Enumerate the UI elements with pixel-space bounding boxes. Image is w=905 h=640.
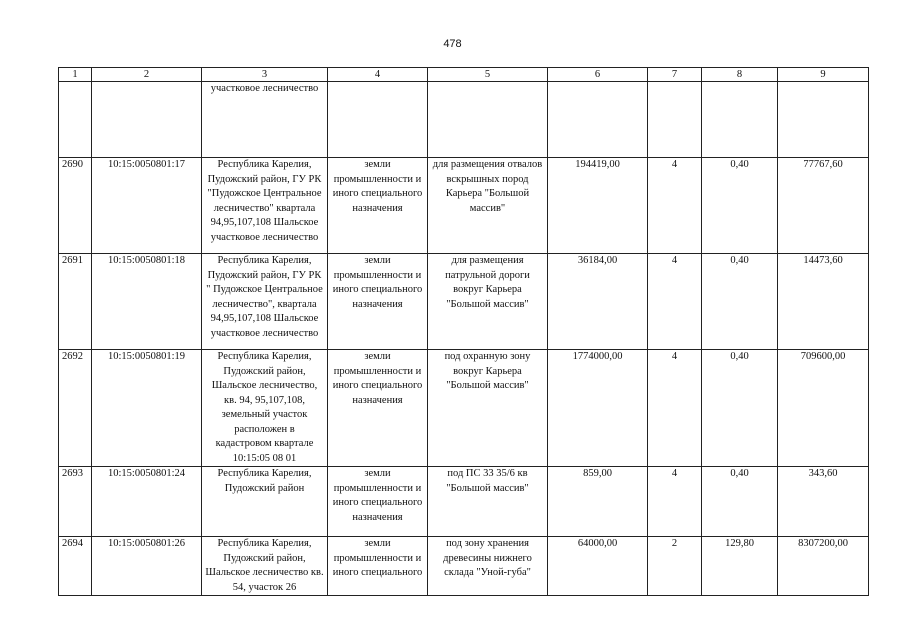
continuation-row	[59, 82, 869, 158]
cadastral-number-cell: 10:15:0050801:17	[92, 158, 202, 254]
header-cell: 9	[778, 68, 869, 82]
table-cell: 129,80	[702, 537, 778, 596]
address-cell: Республика Карелия, Пудожский район	[202, 467, 328, 537]
header-cell: 7	[648, 68, 702, 82]
land-plots-table	[58, 67, 869, 596]
purpose-cell: для размещения патрульной дороги вокруг Карьера "Большой массив"	[428, 254, 548, 350]
table-cell: 4	[648, 350, 702, 467]
purpose-cell: для размещения отвалов вскрышных пород Карьера "Большой массив"	[428, 158, 548, 254]
table-row	[59, 158, 869, 254]
cadastral-number-cell: 10:15:0050801:24	[92, 467, 202, 537]
table-cell	[59, 82, 92, 158]
header-cell: 8	[702, 68, 778, 82]
table-cell: 4	[648, 158, 702, 254]
header-cell: 6	[548, 68, 648, 82]
land-category-cell: земли промышленности и иного специального назначения	[328, 467, 428, 537]
table-cell	[648, 82, 702, 158]
address-cell: Республика Карелия, Пудожский район, ГУ РК "Пудожское Центральное лесничество" квартала 94,95,107,108 Шальское участковое лесничество	[202, 158, 328, 254]
table-cell: 0,40	[702, 467, 778, 537]
cadastral-number-cell: 10:15:0050801:26	[92, 537, 202, 596]
table-cell	[328, 82, 428, 158]
row-number-cell: 2691	[59, 254, 92, 350]
row-number-cell: 2690	[59, 158, 92, 254]
table-cell: 0,40	[702, 350, 778, 467]
area-cell: 36184,00	[548, 254, 648, 350]
header-cell: 5	[428, 68, 548, 82]
area-cell: 859,00	[548, 467, 648, 537]
area-cell: 64000,00	[548, 537, 648, 596]
table-cell	[92, 82, 202, 158]
cadastral-number-cell: 10:15:0050801:18	[92, 254, 202, 350]
purpose-cell: под охранную зону вокруг Карьера "Большой массив"	[428, 350, 548, 467]
address-cell: участковое лесничество	[202, 82, 328, 158]
table-cell: 77767,60	[778, 158, 869, 254]
header-cell: 3	[202, 68, 328, 82]
table-cell: 343,60	[778, 467, 869, 537]
table-cell: 8307200,00	[778, 537, 869, 596]
table-cell: 4	[648, 467, 702, 537]
row-number-cell: 2693	[59, 467, 92, 537]
table-row	[59, 537, 869, 596]
table-cell: 0,40	[702, 158, 778, 254]
row-number-cell: 2692	[59, 350, 92, 467]
area-cell: 194419,00	[548, 158, 648, 254]
table-cell: 14473,60	[778, 254, 869, 350]
land-category-cell: земли промышленности и иного специального назначения	[328, 158, 428, 254]
table-row	[59, 467, 869, 537]
cadastral-number-cell: 10:15:0050801:19	[92, 350, 202, 467]
table-row	[59, 350, 869, 467]
table-cell	[428, 82, 548, 158]
column-number-row	[59, 68, 869, 82]
table-cell: 0,40	[702, 254, 778, 350]
table-cell: 2	[648, 537, 702, 596]
land-category-cell: земли промышленности и иного специального назначения	[328, 350, 428, 467]
address-cell: Республика Карелия, Пудожский район, Шальское лесничество, кв. 94, 95,107,108, земельный участок расположен в кадастровом квартале 10:15:05 08 01	[202, 350, 328, 467]
table-row	[59, 254, 869, 350]
header-cell: 2	[92, 68, 202, 82]
header-cell: 1	[59, 68, 92, 82]
purpose-cell: под зону хранения древесины нижнего склада "Уной-губа"	[428, 537, 548, 596]
header-cell: 4	[328, 68, 428, 82]
page-number: 478	[443, 38, 462, 50]
address-cell: Республика Карелия, Пудожский район, ГУ РК " Пудожское Центральное лесничество", квартала 94,95,107,108 Шальское участковое лесничество	[202, 254, 328, 350]
table-cell	[548, 82, 648, 158]
land-category-cell: земли промышленности и иного специального назначения	[328, 254, 428, 350]
address-cell: Республика Карелия, Пудожский район, Шальское лесничество кв. 54, участок 26	[202, 537, 328, 596]
purpose-cell: под ПС 33 35/6 кв "Большой массив"	[428, 467, 548, 537]
table-cell: 709600,00	[778, 350, 869, 467]
row-number-cell: 2694	[59, 537, 92, 596]
table-cell: 4	[648, 254, 702, 350]
land-category-cell: земли промышленности и иного специального	[328, 537, 428, 596]
table-cell	[702, 82, 778, 158]
area-cell: 1774000,00	[548, 350, 648, 467]
table-cell	[778, 82, 869, 158]
